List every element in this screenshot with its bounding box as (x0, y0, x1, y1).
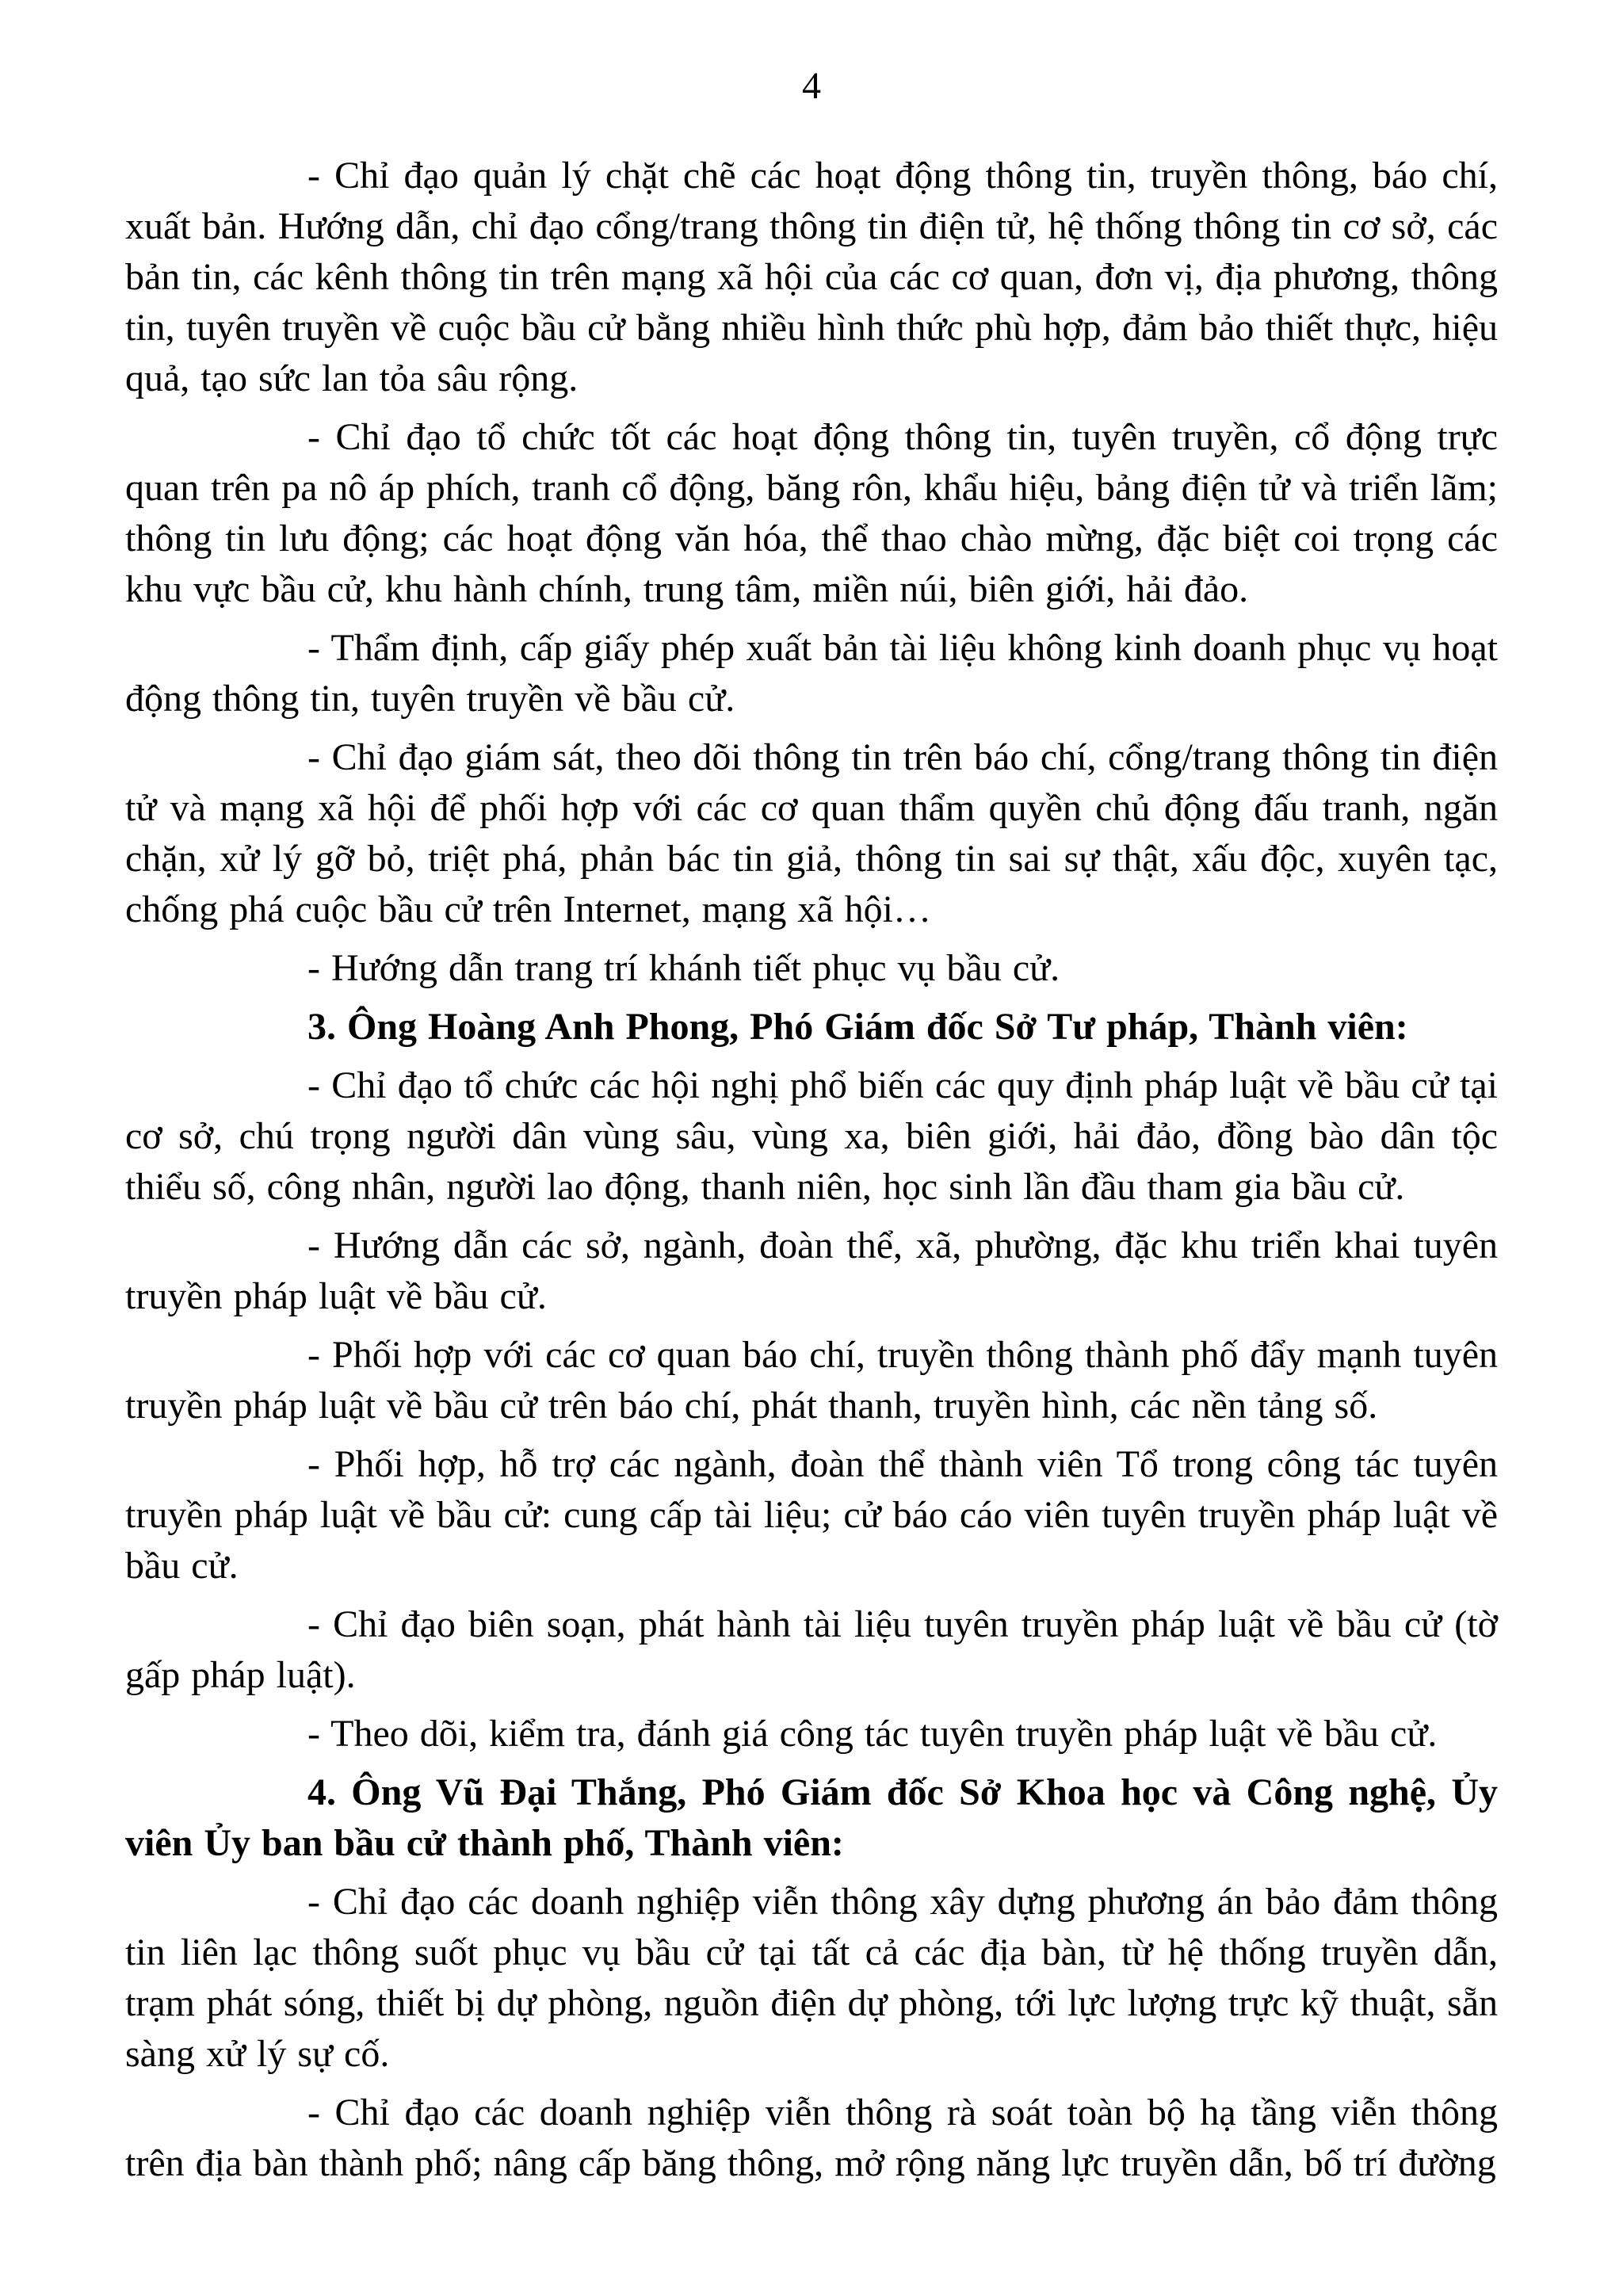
section-heading: 4. Ông Vũ Đại Thắng, Phó Giám đốc Sở Khoa học và Công nghệ, Ủy viên Ủy ban bầu cử thành phố, Thành viên: (125, 1771, 1498, 1864)
paragraph: - Chỉ đạo tổ chức các hội nghị phổ biến các quy định pháp luật về bầu cử tại cơ sở, chú trọng người dân vùng sâu, vùng xa, biên giới, hải đảo, đồng bào dân tộc thiểu số, công nhân, người lao động, thanh niên, học sinh lần đầu tham gia bầu cử. (125, 1064, 1498, 1208)
paragraph: - Chỉ đạo tổ chức tốt các hoạt động thông tin, tuyên truyền, cổ động trực quan trên pa nô áp phích, tranh cổ động, băng rôn, khẩu hiệu, bảng điện tử và triển lãm; thông tin lưu động; các hoạt động văn hóa, thể thao chào mừng, đặc biệt coi trọng các khu vực bầu cử, khu hành chính, trung tâm, miền núi, biên giới, hải đảo. (125, 416, 1498, 610)
paragraph: - Chỉ đạo quản lý chặt chẽ các hoạt động thông tin, truyền thông, báo chí, xuất bản. Hướng dẫn, chỉ đạo cổng/trang thông tin điện tử, hệ thống thông tin cơ sở, các bản tin, các kênh thông tin trên mạng xã hội của các cơ quan, đơn vị, địa phương, thông tin, tuyên truyền về cuộc bầu cử bằng nhiều hình thức phù hợp, đảm bảo thiết thực, hiệu quả, tạo sức lan tỏa sâu rộng. (125, 155, 1498, 399)
paragraph: - Phối hợp với các cơ quan báo chí, truyền thông thành phố đẩy mạnh tuyên truyền pháp luật về bầu cử trên báo chí, phát thanh, truyền hình, các nền tảng số. (125, 1334, 1498, 1427)
document-body (125, 151, 1498, 2189)
paragraph: - Phối hợp, hỗ trợ các ngành, đoàn thể thành viên Tổ trong công tác tuyên truyền pháp luật về bầu cử: cung cấp tài liệu; cử báo cáo viên tuyên truyền pháp luật về bầu cử. (125, 1443, 1498, 1587)
section-heading: 3. Ông Hoàng Anh Phong, Phó Giám đốc Sở Tư pháp, Thành viên: (307, 1006, 1408, 1048)
page-number: 4 (802, 65, 821, 107)
page-header (125, 0, 1498, 109)
paragraph: - Chỉ đạo biên soạn, phát hành tài liệu tuyên truyền pháp luật về bầu cử (tờ gấp pháp luật). (125, 1603, 1498, 1696)
paragraph: - Chỉ đạo các doanh nghiệp viễn thông xây dựng phương án bảo đảm thông tin liên lạc thông suốt phục vụ bầu cử tại tất cả các địa bàn, từ hệ thống truyền dẫn, trạm phát sóng, thiết bị dự phòng, nguồn điện dự phòng, tới lực lượng trực kỹ thuật, sẵn sàng xử lý sự cố. (125, 1881, 1498, 2075)
paragraph: - Hướng dẫn các sở, ngành, đoàn thể, xã, phường, đặc khu triển khai tuyên truyền pháp luật về bầu cử. (125, 1224, 1498, 1317)
paragraph: - Chỉ đạo giám sát, theo dõi thông tin trên báo chí, cổng/trang thông tin điện tử và mạng xã hội để phối hợp với các cơ quan thẩm quyền chủ động đấu tranh, ngăn chặn, xử lý gỡ bỏ, triệt phá, phản bác tin giả, thông tin sai sự thật, xấu độc, xuyên tạc, chống phá cuộc bầu cử trên Internet, mạng xã hội… (125, 736, 1498, 930)
paragraph: - Chỉ đạo các doanh nghiệp viễn thông rà soát toàn bộ hạ tầng viễn thông trên địa bàn thành phố; nâng cấp băng thông, mở rộng năng lực truyền dẫn, bố trí đường (125, 2092, 1498, 2184)
paragraph: - Thẩm định, cấp giấy phép xuất bản tài liệu không kinh doanh phục vụ hoạt động thông tin, tuyên truyền về bầu cử. (125, 627, 1498, 720)
paragraph: - Theo dõi, kiểm tra, đánh giá công tác tuyên truyền pháp luật về bầu cử. (307, 1713, 1438, 1755)
paragraph: - Hướng dẫn trang trí khánh tiết phục vụ bầu cử. (307, 947, 1060, 989)
